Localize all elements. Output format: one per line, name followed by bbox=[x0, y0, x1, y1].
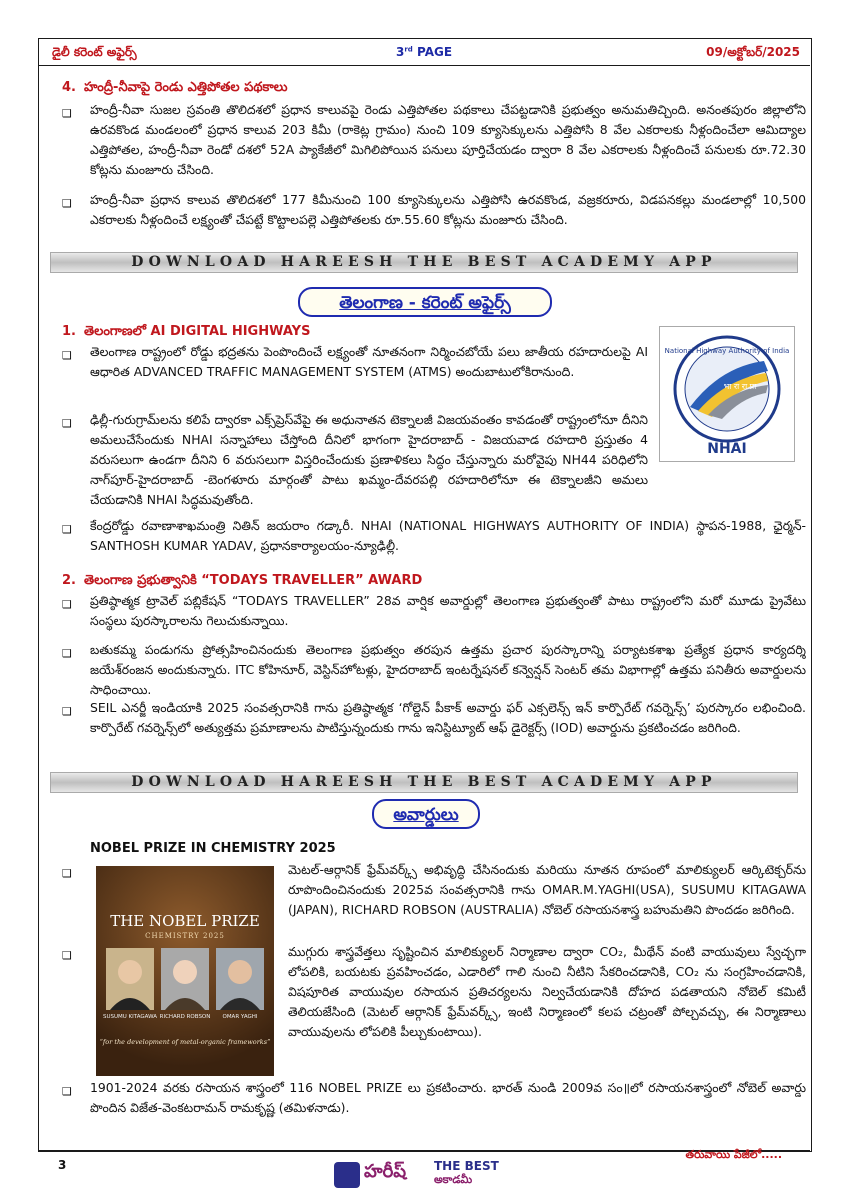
awards-heading: అవార్డులు bbox=[372, 799, 480, 829]
nobel-para-1: మెటల్-ఆర్గానిక్ ఫ్రేమ్‌వర్క్స్ అభివృద్ధి చేసినందుకు మరియు నూతన రూపంలో మాలిక్యులర్ ఆర్కిటెక్చర్‌ను రూపొందించినందుకు 2025వ సంవత్సరానికి గాను OMAR.M.YAGHI(USA), SUSUMU KITAGAWA (JAPAN), RICHARD ROBSON (AUSTRALIA) నోబెల్ రసాయనశాస్త్ర బహుమతిని పొందడం జరిగింది. bbox=[288, 862, 806, 917]
tg-2-para-2: బతుకమ్మ పండుగను ప్రోత్సహించినందుకు తెలంగాణ ప్రభుత్వం తరపున ఉత్తమ ప్రచార పురస్కారాన్ని పర్యాటకశాఖ ప్రత్యేక ప్రధాన కార్యదర్శి జయేశ్‌రంజన అందుకున్నారు. ITC కోహినూర్, వెస్టిన్‌హోటళ్లు, హైదరాబాద్ ఇంటర్నేషనల్ కన్వెన్షన్ సెంటర్ తమ విభాగాల్లో ఉత్తమ పనితీరు అవార్డులను సాధించాయి. bbox=[90, 642, 806, 697]
laureate-portrait-icon bbox=[161, 948, 209, 1010]
laureate-name: SUSUMU KITAGAWA bbox=[102, 1014, 157, 1020]
nhai-emblem-icon bbox=[660, 327, 794, 461]
header-left: డైలీ కరెంట్ అఫైర్స్ bbox=[52, 45, 137, 59]
bullet-icon bbox=[62, 108, 73, 119]
laureate-name: RICHARD ROBSON bbox=[159, 1014, 211, 1020]
logo-mark-icon bbox=[334, 1162, 360, 1188]
logo-best-text: THE BEST bbox=[434, 1159, 499, 1173]
nobel-para-3: 1901-2024 వరకు రసాయన శాస్త్రంలో 116 NOBEL PRIZE లు ప్రకటించారు. భారత్ నుండి 2009వ సం॥లో రసాయనశాస్త్రంలో నోబెల్ అవార్డు పొందిన విజేత-వెంకటరామన్ రామకృష్ణ (తమిళనాడు). bbox=[90, 1080, 806, 1115]
bullet-icon bbox=[62, 868, 73, 879]
nobel-image-subtitle: CHEMISTRY 2025 bbox=[145, 932, 225, 940]
laureate-portrait-icon bbox=[216, 948, 264, 1010]
academy-logo bbox=[334, 1160, 514, 1190]
nhai-logo bbox=[659, 326, 795, 462]
svg-text:NHAI: NHAI bbox=[707, 441, 747, 457]
continued-text: తరువాయి పేజీలో..... bbox=[685, 1148, 782, 1161]
tg-1-para-1: తెలంగాణ రాష్ట్రంలో రోడ్డు భద్రతను పెంపొందించే లక్ష్యంతో నూతనంగా నిర్మించబోయే పలు జాతీయ రహదారులపై AI ఆధారిత ADVANCED TRAFFIC MANAGEMENT SYSTEM (ATMS) అందుబాటులోకిరానుంది. bbox=[90, 344, 648, 379]
download-app-banner: DOWNLOAD HAREESH THE BEST ACADEMY APP bbox=[50, 252, 798, 273]
bullet-icon bbox=[62, 706, 73, 717]
bullet-icon bbox=[62, 524, 73, 535]
page-number: 3 bbox=[58, 1158, 67, 1172]
bullet-icon bbox=[62, 198, 73, 209]
nobel-title: NOBEL PRIZE IN CHEMISTRY 2025 bbox=[90, 841, 336, 856]
bullet-icon bbox=[62, 950, 73, 961]
tg-1-para-3: కేంద్రరోడ్డు రవాణాశాఖమంత్రి నితిన్ జయరాం గడ్కారీ. NHAI (NATIONAL HIGHWAYS AUTHORITY OF INDIA) స్థాపన-1988, ఛైర్మన్-SANTHOSH KUMAR YADAV, ప్రధానకార్యాలయం-న్యూఢిల్లీ. bbox=[90, 518, 806, 553]
download-app-banner-2: DOWNLOAD HAREESH THE BEST ACADEMY APP bbox=[50, 772, 798, 793]
bullet-icon bbox=[62, 648, 73, 659]
nobel-prize-image bbox=[96, 866, 274, 1076]
section-4-para-1: హంద్రీ-నీవా సుజల స్రవంతి తొలిదశలో ప్రధాన కాలువపై రెండు ఎత్తిపోతల పథకాలు చేపట్టడానికి ప్రభుత్వం అనుమతిచ్చింది. అనంతపురం జిల్లాలోని ఉరవకొండ మండలంలో ప్రధాన కాలువ 203 కిమీ (రాకెట్ల గ్రామం) నుంచి 109 క్యూసెక్కులను ఎత్తిపోసి 8 వేల ఎకరాలకు నీళ్లందించేలా ఆమిద్యాల ఎత్తిపోతల, హంద్రీ-నీవా రెండో దశలో 52A ప్యాకేజీలో మిగిలిపోయిన పనులు పూర్తిచేయడం ద్వారా 8 వేల ఎకరాలకు నీళ్లందించే పనులకు రూ.72.30 కోట్లను మంజూరు చేసింది. bbox=[90, 102, 806, 177]
nobel-para-2: ముగ్గురు శాస్త్రవేత్తలు సృష్టించిన మాలిక్యులర్ నిర్మాణాల ద్వారా CO₂, మీథేన్ వంటి వాయువులు స్వేచ్ఛగా లోపలికి, బయటకు ప్రవహించడం, ఎడారిలో గాలి నుంచి నీటిని సేకరించడానికి, CO₂ ను సంగ్రహించడానికి, విషపూరిత వాయువుల రసాయన ప్రతిచర్యలను నిల్వచేయడానికి దోహద పడతాయని నోబెల్ కమిటీ తెలియజేసింది (మెటల్ ఆర్గానిక్ ఫ్రేమ్‌వర్క్స్, ఇంటి నిర్మాణంలో కలప చట్రంతో పోల్చవచ్చు, ఈ నిర్మాణాలు వాయువులను లోపలికి పీల్చుకుంటాయి). bbox=[288, 944, 806, 1039]
section-4-para-2: హంద్రీ-నీవా ప్రధాన కాలువ తొలిదశలో 177 కిమీనుంచి 100 క్యూసెక్కులను ఎత్తిపోసి ఉరవకొండ, వజ్రకరూరు, విడపనకల్లు మండలాల్లో 10,500 ఎకరాలకు నీళ్లందించే లక్ష్యంతో చేపట్టే కొట్టాలపల్లె ఎత్తిపోతలకు రూ.55.60 కోట్లను మంజూరు చేసింది. bbox=[90, 192, 806, 227]
bullet-icon bbox=[62, 1086, 73, 1097]
bullet-icon bbox=[62, 599, 73, 610]
page-header bbox=[38, 38, 810, 66]
laureate-portrait-icon bbox=[106, 948, 154, 1010]
bullet-icon bbox=[62, 418, 73, 429]
tg-2-para-1: ప్రతిష్ఠాత్మక ట్రావెల్ పబ్లికేషన్ “TODAYS TRAVELLER” 28వ వార్షిక అవార్డుల్లో తెలంగాణ ప్రభుత్వంతో పాటు రాష్ట్రంలోని మరో మూడు ప్రైవేటు సంస్థలు పురస్కారాలను గెలుచుకున్నాయి. bbox=[90, 593, 806, 628]
tg-2-title: 2. తెలంగాణ ప్రభుత్వానికి “TODAYS TRAVELLER” AWARD bbox=[62, 573, 423, 588]
section-4-title: 4. హంద్రీ-నీవాపై రెండు ఎత్తిపోతల పథకాలు bbox=[62, 80, 288, 95]
telangana-heading: తెలంగాణ - కరెంట్ అఫైర్స్ bbox=[298, 287, 552, 317]
logo-main-text: హరీష్ bbox=[364, 1161, 407, 1182]
laureate-name: OMAR YAGHI bbox=[222, 1014, 258, 1020]
svg-text:भा रा रा प्रा: भा रा रा प्रा bbox=[723, 382, 757, 391]
nobel-image-quote: “for the development of metal-organic frameworks” bbox=[99, 1038, 271, 1046]
bullet-icon bbox=[62, 350, 73, 361]
nobel-image-title: THE NOBEL PRIZE bbox=[110, 912, 260, 930]
svg-text:National Highway Authority of: National Highway Authority of India bbox=[664, 347, 790, 355]
header-center: 3rd PAGE bbox=[396, 45, 453, 59]
tg-2-para-3: SEIL ఎనర్జీ ఇండియాకి 2025 సంవత్సరానికి గాను ప్రతిష్ఠాత్మక ‘గోల్డెన్ పీకాక్ అవార్డు ఫర్ ఎక్సలెన్స్ ఇన్ కార్పొరేట్ గవర్నెన్స్’ పురస్కారం లభించింది. కార్పొరేట్ గవర్నెన్స్‌లో అత్యుత్తమ ప్రమాణాలను పాటిస్తున్నందుకు గాను ఇనిస్టిట్యూట్ ఆఫ్ డైరెక్టర్స్ (IOD) అవార్డును ప్రకటించడం జరిగింది. bbox=[90, 700, 806, 735]
tg-1-title: 1. తెలంగాణలో AI DIGITAL HIGHWAYS bbox=[62, 324, 311, 339]
tg-1-para-2: ఢిల్లీ-గురుగ్రామ్‌లను కలిపే ద్వారకా ఎక్స్‌ప్రెస్‌వేపై ఈ అధునాతన టెక్నాలజీ విజయవంతం కావడంతో రాష్ట్రంలోనూ దీనిని అమలుచేసేందుకు NHAI సన్నాహాలు చేస్తోంది దీనిలో భాగంగా హైదరాబాద్ - విజయవాడ రహదారి ప్రస్తుతం 4 వరుసలుగా ఉండగా దీనిని 6 వరుసలుగా విస్తరించేందుకు ప్రణాళికలు సిద్ధం చేస్తున్నారు మరోవైపు NH44 పరిధిలోని నాగ్‌పూర్-హైదరాబాద్ -బెంగళూరు మార్గంతో పాటు ఖమ్మం-దేవరపల్లి రహదారిలోనూ ఈ టెక్నాలజీని అమలు చేయడానికి NHAI సిద్ధమవుతోంది. bbox=[90, 412, 648, 507]
header-date: 09/అక్టోబర్/2025 bbox=[706, 45, 800, 59]
logo-sub-text: అకాడమీ bbox=[434, 1173, 473, 1186]
